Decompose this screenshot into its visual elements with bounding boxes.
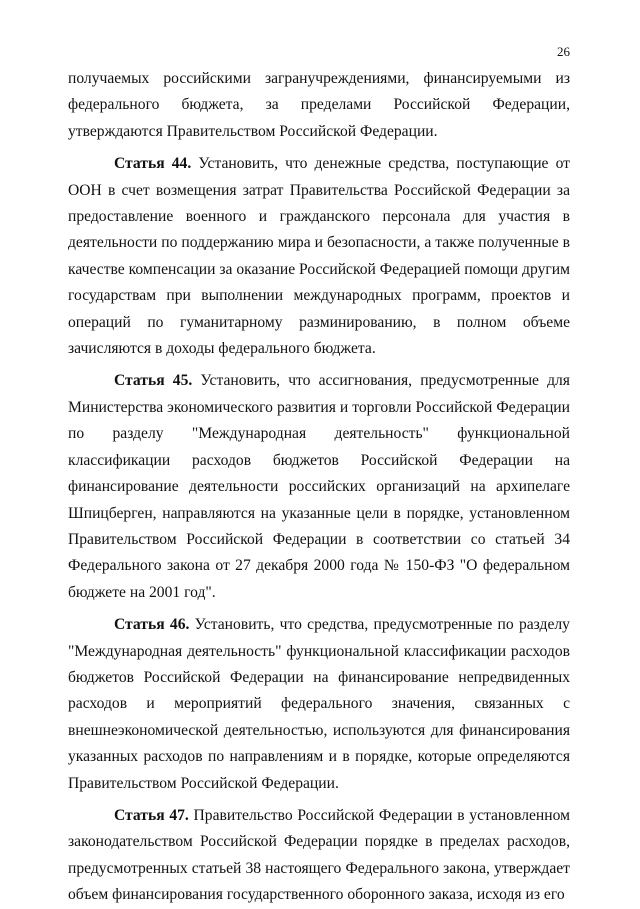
paragraph-text: Правительство Российской Федерации в установленном законодательством Российской Федерации порядке в пределах расходов, предусмотренных статьей 38 настоящего Федерального закона, утверждает объем финансирования государственного оборонного заказа, исходя из его bbox=[68, 806, 570, 904]
paragraph-article-46 bbox=[68, 612, 570, 797]
paragraph-article-47 bbox=[68, 803, 570, 909]
paragraph-text: Установить, что ассигнования, предусмотренные для Министерства экономического развития и торговли Российской Федерации по разделу "Международная деятельность" функциональной классификации расходов бюджетов Российской Федерации на финансирование деятельности российских организаций на архипелаге Шпицберген, направляются на указанные цели в порядке, установленном Правительством Российской Федерации в соответствии со статьей 34 Федерального закона от 27 декабря 2000 года № 150-ФЗ "О федеральном бюджете на 2001 год". bbox=[68, 372, 570, 601]
article-heading: Статья 45. bbox=[114, 372, 193, 390]
paragraph-article-44 bbox=[68, 151, 570, 362]
paragraph-text: Установить, что денежные средства, поступающие от ООН в счет возмещения затрат Правительства Российской Федерации за предоставление военного и гражданского персонала для участия в деятельности по поддержанию мира и безопасности, а также полученные в качестве компенсации за оказание Российской Федерацией помощи другим государствам при выполнении международных программ, проектов и операций по гуманитарному разминированию, в полном объеме зачисляются в доходы федерального бюджета. bbox=[68, 155, 570, 358]
paragraph-text: Установить, что средства, предусмотренные по разделу "Международная деятельность" функциональной классификации расходов бюджетов Российской Федерации на финансирование непредвиденных расходов и мероприятий федерального значения, связанных с внешнеэкономической деятельностью, используются для финансирования указанных расходов по направлениям и в порядке, которые определяются Правительством Российской Федерации. bbox=[68, 616, 570, 792]
paragraph-text: получаемых российскими загранучреждениями, финансируемыми из федерального бюджета, за пределами Российской Федерации, утверждаются Правительством Российской Федерации. bbox=[68, 70, 570, 140]
page-number: 26 bbox=[557, 44, 570, 59]
document-body bbox=[68, 66, 570, 909]
article-heading: Статья 46. bbox=[114, 616, 190, 634]
paragraph-continuation bbox=[68, 66, 570, 145]
article-heading: Статья 47. bbox=[114, 806, 189, 824]
paragraph-article-45 bbox=[68, 368, 570, 606]
article-heading: Статья 44. bbox=[114, 155, 192, 173]
